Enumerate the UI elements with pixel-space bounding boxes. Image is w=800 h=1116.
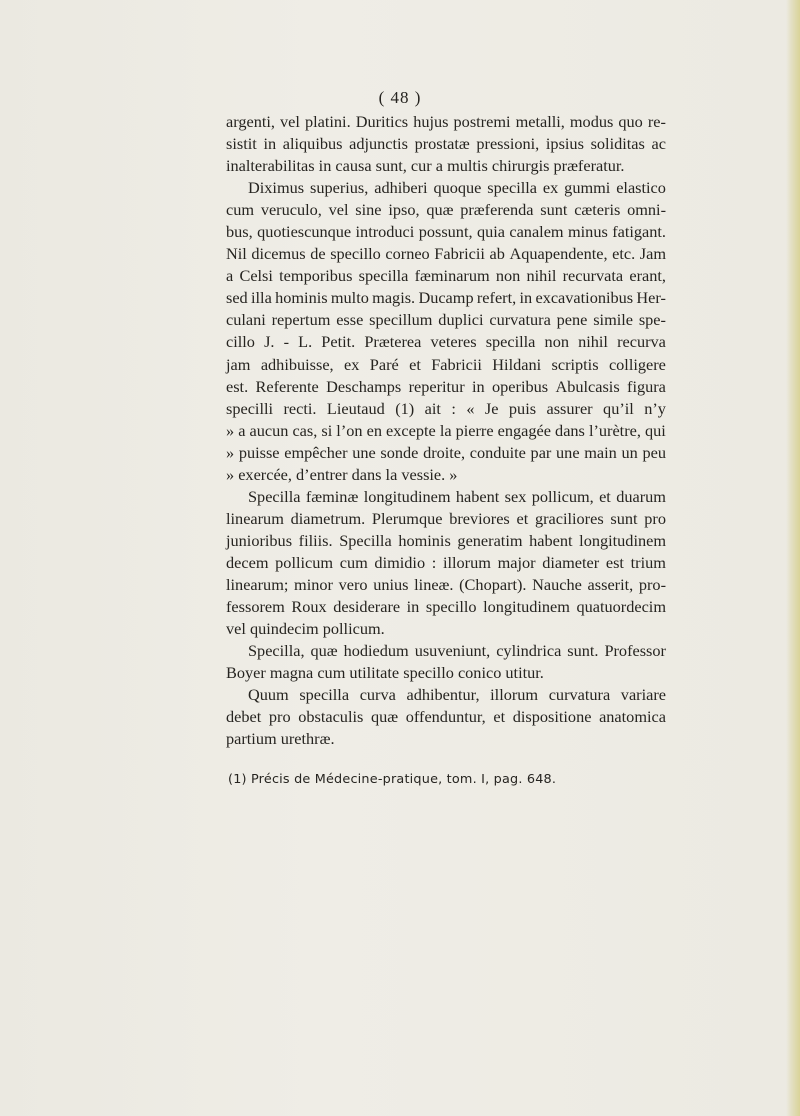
word: asserit, — [587, 574, 634, 594]
word: specilli — [226, 398, 274, 418]
word: dicemus — [251, 244, 306, 264]
text-line — [226, 243, 666, 265]
text-line — [226, 618, 666, 640]
word: postremi — [453, 112, 511, 131]
word: multo — [330, 288, 369, 308]
word: specillo — [330, 244, 381, 264]
word: diameter — [542, 552, 600, 572]
word: trium — [630, 552, 666, 572]
word: omni- — [627, 200, 666, 220]
word: quæ — [370, 707, 399, 727]
word: adhibuisse, — [260, 354, 334, 374]
word: in — [471, 376, 485, 396]
text-line — [226, 640, 666, 662]
word: usuveniunt, — [414, 641, 491, 661]
line-text: inalterabilitas in causa sunt, cur a multis chirurgis præferatur. — [226, 156, 625, 176]
word: gummi — [564, 178, 611, 198]
word: en — [366, 420, 382, 440]
word: de — [310, 244, 326, 264]
word: fæminæ — [305, 486, 359, 506]
word: soliditas — [590, 134, 645, 154]
word: in — [263, 134, 277, 154]
word: sunt. — [567, 641, 599, 661]
word: excepte — [386, 420, 436, 440]
word: quotiescunque — [257, 222, 352, 242]
word: n’y — [644, 398, 666, 418]
word: curvatura — [548, 685, 611, 705]
word: » — [226, 442, 235, 462]
word: une — [352, 442, 376, 462]
word: breviores — [449, 508, 510, 528]
word: colligere — [608, 354, 666, 374]
word: cas, — [292, 420, 318, 440]
word: ab — [489, 244, 505, 264]
word: engagée — [497, 420, 551, 440]
word: erant, — [629, 266, 666, 286]
word: Lieutaud — [326, 398, 385, 418]
text-line — [226, 177, 666, 199]
word: pro — [644, 508, 666, 528]
word: sex — [504, 486, 527, 506]
word: offenduntur, — [405, 707, 486, 727]
word: canalem — [509, 222, 564, 242]
word: duarum — [616, 486, 666, 506]
word: adhibentur, — [406, 685, 480, 705]
word: linearum; — [226, 574, 289, 594]
text-line — [226, 508, 666, 530]
word: veteres — [430, 332, 477, 352]
word: Plerumque — [371, 508, 443, 528]
word: recti. — [283, 398, 317, 418]
word: et — [516, 508, 529, 528]
word: veruculo, — [260, 200, 322, 220]
word: variare — [620, 685, 666, 705]
word: Fabricii — [434, 244, 485, 264]
word: Nil — [226, 244, 247, 264]
word: (1) — [395, 398, 415, 418]
word: vel — [328, 200, 349, 220]
word: prostatæ — [414, 134, 470, 154]
text-line — [226, 265, 666, 287]
word: filiis. — [298, 530, 333, 550]
text-line — [226, 420, 666, 442]
footnote: (1) Précis de Médecine-pratique, tom. I, pag. 648. — [228, 772, 557, 787]
word: simile — [593, 310, 633, 330]
word: Specilla — [339, 530, 392, 550]
text-line — [226, 662, 666, 684]
word: adhiberi — [374, 178, 428, 198]
word: metalli, — [515, 112, 565, 131]
word: spe- — [638, 310, 666, 330]
word: debet — [226, 707, 262, 727]
word: linearum — [226, 508, 284, 528]
word: decem — [226, 552, 269, 572]
word: cylindrica — [496, 641, 562, 661]
word: generatim — [457, 530, 523, 550]
word: specilla — [485, 332, 536, 352]
word: ipsius — [545, 134, 584, 154]
text-line — [226, 530, 666, 552]
word: Specilla — [248, 486, 301, 506]
word: aucun — [249, 420, 289, 440]
word: : — [431, 552, 437, 572]
text-line — [226, 354, 666, 376]
word: dimidio — [374, 552, 426, 572]
word: quæ — [426, 200, 454, 220]
word: l’on — [336, 420, 363, 440]
word: Abulcasis — [555, 376, 620, 396]
word: nihil — [526, 266, 557, 286]
page-number: ( 48 ) — [378, 88, 422, 107]
word: reperitur — [408, 376, 465, 396]
text-line — [226, 486, 666, 508]
word: droite, — [423, 442, 466, 462]
word: sunt — [540, 200, 568, 220]
word: qui — [645, 420, 666, 440]
word: L. — [298, 332, 313, 352]
word: repertum — [271, 310, 331, 330]
word: puis — [508, 398, 537, 418]
word: la — [439, 420, 452, 440]
word: est — [605, 552, 624, 572]
word: ait — [424, 398, 441, 418]
word: superius, — [309, 178, 369, 198]
word: longitudinem — [483, 597, 570, 617]
word: pro- — [638, 574, 666, 594]
word: ex — [542, 178, 559, 198]
word: pressioni, — [476, 134, 540, 154]
text-line — [226, 728, 666, 750]
word: cillo — [226, 332, 255, 352]
word: quo — [618, 112, 643, 131]
word: sine — [355, 200, 382, 220]
word: sistit — [226, 134, 257, 154]
word: un — [621, 442, 638, 462]
text-line — [226, 155, 666, 177]
word: curvatura — [489, 310, 551, 330]
word: hominis — [398, 530, 451, 550]
word: desiderare — [333, 597, 401, 617]
word: est. — [226, 376, 249, 396]
word: lineæ. — [414, 574, 454, 594]
word: specilla — [358, 266, 409, 286]
word: non — [495, 266, 521, 286]
word: Præterea — [364, 332, 422, 352]
word: : — [451, 398, 456, 418]
word: quatuordecim — [576, 597, 666, 617]
word: jam — [226, 354, 251, 374]
word: sed — [226, 288, 248, 308]
word: empêcher — [284, 442, 348, 462]
word: par — [530, 442, 552, 462]
word: recurvata — [562, 266, 624, 286]
word: Duritics — [355, 112, 409, 131]
text-line — [226, 684, 666, 706]
line-text: Boyer magna cum utilitate specillo conico utitur. — [226, 663, 544, 683]
word: illorum — [490, 685, 539, 705]
word: Jam — [639, 244, 666, 264]
word: elastico — [616, 178, 666, 198]
word: temporibus — [279, 266, 353, 286]
line-text: vel quindecim pollicum. — [226, 619, 385, 639]
word: specillum — [369, 310, 433, 330]
word: modus — [569, 112, 614, 131]
word: duplici — [438, 310, 484, 330]
word: pollicum — [275, 552, 334, 572]
word: a — [238, 420, 246, 440]
word: quia — [476, 222, 505, 242]
word: Ducamp — [418, 288, 474, 308]
word: pro — [268, 707, 291, 727]
word: curva — [359, 685, 396, 705]
word: ex — [344, 354, 360, 374]
word: graciliores — [534, 508, 604, 528]
word: ac — [651, 134, 666, 154]
word: specilla — [299, 685, 350, 705]
word: illorum — [442, 552, 491, 572]
text-line — [226, 398, 666, 420]
word: Petit. — [321, 332, 356, 352]
word: operibus — [492, 376, 549, 396]
word: Hildani — [492, 354, 542, 374]
word: cum — [339, 552, 368, 572]
word: Diximus — [248, 178, 305, 198]
word: diametrum. — [290, 508, 366, 528]
text-line — [226, 199, 666, 221]
word: minor — [294, 574, 333, 594]
word: (Chopart). — [459, 574, 527, 594]
word: Quum — [248, 685, 289, 705]
word: Celsi — [239, 266, 273, 286]
word: l’urètre, — [588, 420, 641, 440]
text-line — [226, 287, 666, 309]
word: sonde — [380, 442, 419, 462]
word: Deschamps — [326, 376, 402, 396]
word: Professor — [604, 641, 666, 661]
line-text: partium urethræ. — [226, 729, 335, 749]
word: esse — [336, 310, 364, 330]
word: longitudinem — [363, 486, 451, 506]
word: cum — [226, 200, 255, 220]
word: excavationibus — [535, 288, 634, 308]
word: une — [556, 442, 580, 462]
word: « — [466, 398, 475, 418]
word: specilla — [487, 178, 538, 198]
word: corneo — [385, 244, 430, 264]
word: Roux — [291, 597, 327, 617]
text-line — [226, 331, 666, 353]
word: unius — [373, 574, 409, 594]
word: assurer — [546, 398, 593, 418]
word: minus — [567, 222, 608, 242]
word: qu’il — [603, 398, 634, 418]
word: si — [321, 420, 333, 440]
text-line — [226, 706, 666, 728]
word: Paré — [369, 354, 399, 374]
word: refert, — [476, 288, 517, 308]
text-line — [226, 442, 666, 464]
word: longitudinem — [579, 530, 666, 550]
word: anatomica — [599, 707, 666, 727]
word: platini. — [304, 112, 351, 131]
word: fatigant. — [612, 222, 666, 242]
word: a — [226, 266, 234, 286]
word: Je — [484, 398, 499, 418]
word: obstaculis — [298, 707, 364, 727]
text-line — [226, 464, 666, 486]
word: dans — [555, 420, 585, 440]
word: J. — [264, 332, 275, 352]
word: Aquapendente, — [509, 244, 608, 264]
word: recurva — [617, 332, 666, 352]
word: magis. — [372, 288, 416, 308]
word: - — [283, 332, 290, 352]
word: bus, — [226, 222, 253, 242]
word: culani — [226, 310, 266, 330]
text-line — [226, 552, 666, 574]
word: specillo — [425, 597, 477, 617]
word: habent — [455, 486, 500, 506]
word: hujus — [413, 112, 449, 131]
text-line — [226, 111, 666, 133]
text-line — [226, 221, 666, 243]
word: hodiedum — [343, 641, 409, 661]
word: vel — [280, 112, 300, 131]
word: introduci — [355, 222, 415, 242]
word: pierre — [455, 420, 494, 440]
word: illa — [251, 288, 272, 308]
word: quoque — [433, 178, 482, 198]
word: Her- — [636, 288, 666, 308]
word: Specilla, — [248, 641, 305, 661]
word: puisse — [238, 442, 280, 462]
word: non — [544, 332, 569, 352]
word: Nauche — [532, 574, 582, 594]
word: dispositione — [512, 707, 592, 727]
word: nihil — [578, 332, 608, 352]
text-line — [226, 376, 666, 398]
text-line — [226, 574, 666, 596]
word: etc. — [612, 244, 636, 264]
word: pollicum, — [531, 486, 594, 506]
word: major — [497, 552, 536, 572]
word: pene — [556, 310, 588, 330]
word: in — [519, 288, 533, 308]
word: sunt — [610, 508, 638, 528]
word: quæ — [310, 641, 338, 661]
word: junioribus — [226, 530, 293, 550]
word: aliquibus — [282, 134, 343, 154]
text-line — [226, 133, 666, 155]
word: figura — [627, 376, 666, 396]
word: argenti, — [226, 112, 275, 131]
word: peu — [642, 442, 666, 462]
word: in — [406, 597, 420, 617]
word: præferenda — [460, 200, 534, 220]
word: ipso, — [388, 200, 420, 220]
line-text: » exercée, d’entrer dans la vessie. » — [226, 464, 458, 484]
page-edge — [786, 0, 800, 1116]
word: cæteris — [574, 200, 621, 220]
word: vero — [338, 574, 368, 594]
word: main — [584, 442, 617, 462]
word: fessorem — [226, 597, 285, 617]
text-line — [226, 309, 666, 331]
word: hominis — [275, 288, 328, 308]
word: possunt, — [418, 222, 473, 242]
word: adjunctis — [349, 134, 408, 154]
word: fæminarum — [414, 266, 490, 286]
word: » — [226, 420, 235, 440]
text-line — [226, 596, 666, 618]
word: Fabricii — [431, 354, 482, 374]
word: scriptis — [551, 354, 599, 374]
body-text — [226, 111, 666, 750]
word: Referente — [255, 376, 319, 396]
word: et — [599, 486, 611, 506]
word: et — [493, 707, 506, 727]
word: conduite — [469, 442, 526, 462]
word: habent — [529, 530, 573, 550]
word: et — [409, 354, 421, 374]
word: re- — [647, 112, 666, 131]
